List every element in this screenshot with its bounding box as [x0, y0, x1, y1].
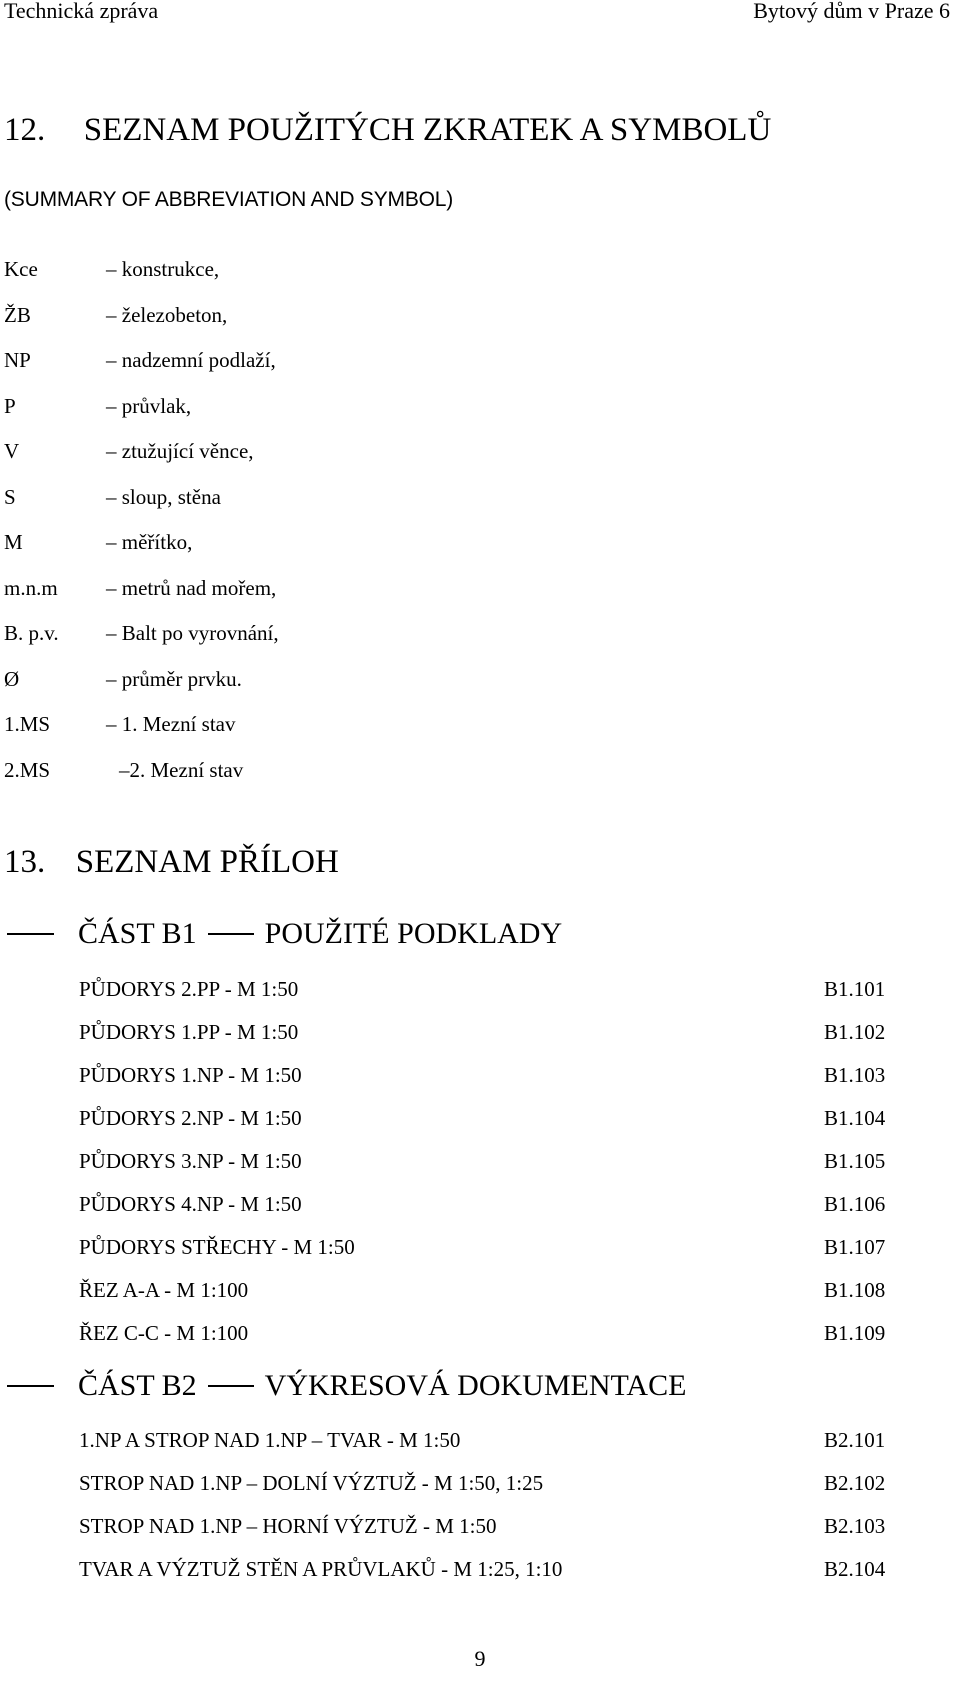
drawing-row [0, 974, 960, 1017]
abbreviation-meaning: – průměr prvku. [106, 666, 242, 691]
drawing-title: STROP NAD 1.NP – HORNÍ VÝZTUŽ - M 1:50 [79, 1514, 497, 1538]
drawing-code: B2.103 [824, 1514, 886, 1538]
abbreviation-meaning: – Balt po vyrovnání, [106, 621, 279, 645]
drawing-code: B1.101 [824, 977, 886, 1001]
drawing-title: TVAR A VÝZTUŽ STĚN A PRŮVLAKŮ - M 1:25, 1:10 [79, 1557, 563, 1581]
abbreviation-row [0, 254, 960, 300]
part-b1-heading [4, 914, 562, 954]
drawing-code: B2.102 [824, 1471, 886, 1495]
abbreviation-row [0, 527, 960, 573]
abbreviation-meaning: – průvlak, [106, 393, 192, 418]
drawing-row [0, 1511, 960, 1554]
drawing-code: B1.108 [824, 1278, 886, 1302]
part-b2-label: ČÁST B2 [78, 1369, 197, 1402]
drawing-row [0, 1103, 960, 1146]
part-b1-drawing-list [0, 974, 960, 1361]
section-13-heading [4, 842, 339, 882]
abbreviation-row [0, 436, 960, 482]
abbreviation-key: NP [4, 348, 31, 372]
abbreviation-key: V [4, 439, 20, 463]
part-b2-heading [4, 1366, 686, 1406]
drawing-title: ŘEZ A-A - M 1:100 [79, 1278, 249, 1302]
drawing-title: PŮDORYS 3.NP - M 1:50 [79, 1149, 302, 1173]
drawing-code: B1.102 [824, 1020, 886, 1044]
document-header-right: Bytový dům v Praze 6 [753, 0, 950, 23]
drawing-title: ŘEZ C-C - M 1:100 [79, 1321, 249, 1345]
section-13-number: 13. [4, 844, 46, 880]
drawing-title: PŮDORYS 2.PP - M 1:50 [79, 977, 299, 1001]
part-b2-drawing-list [0, 1425, 960, 1597]
abbreviation-key: S [4, 484, 16, 509]
dash-separator [208, 933, 254, 935]
document-header-left: Technická zpráva [4, 0, 159, 23]
abbreviation-key: Kce [4, 257, 38, 281]
dash-bullet [7, 933, 54, 935]
drawing-row [0, 1146, 960, 1189]
abbreviation-meaning: – metrů nad mořem, [106, 575, 277, 600]
abbreviation-meaning: – ztužující věnce, [106, 439, 254, 463]
abbreviation-meaning: – nadzemní podlaží, [106, 348, 276, 372]
abbreviation-row [0, 664, 960, 710]
drawing-title: PŮDORYS 1.NP - M 1:50 [79, 1063, 302, 1087]
dash-bullet [7, 1385, 54, 1387]
abbreviation-key: Ø [4, 666, 20, 691]
abbreviation-row [0, 755, 960, 801]
section-13-title: SEZNAM PŘÍLOH [75, 844, 339, 880]
drawing-row [0, 1017, 960, 1060]
drawing-title: PŮDORYS STŘECHY - M 1:50 [79, 1235, 355, 1259]
abbreviation-row [0, 345, 960, 391]
part-b1-label: ČÁST B1 [78, 917, 197, 950]
drawing-title: STROP NAD 1.NP – DOLNÍ VÝZTUŽ - M 1:50, 1:25 [79, 1471, 544, 1495]
abbreviation-meaning: – sloup, stěna [106, 484, 221, 509]
drawing-row [0, 1060, 960, 1103]
abbreviation-key: ŽB [4, 302, 31, 327]
abbreviation-row [0, 300, 960, 346]
abbreviation-key: 1.MS [4, 712, 51, 736]
abbreviation-row [0, 482, 960, 528]
abbreviation-list [0, 254, 960, 800]
dash-separator [208, 1385, 254, 1387]
drawing-code: B1.107 [824, 1235, 886, 1259]
page-number: 9 [474, 1646, 486, 1671]
drawing-row [0, 1232, 960, 1275]
abbreviation-key: B. p.v. [4, 621, 59, 645]
drawing-row [0, 1468, 960, 1511]
drawing-row [0, 1189, 960, 1232]
drawing-code: B1.106 [824, 1192, 886, 1216]
drawing-code: B1.104 [824, 1106, 886, 1130]
abbreviation-meaning: – měřítko, [106, 530, 193, 554]
abbreviation-row [0, 618, 960, 664]
abbreviation-key: m.n.m [4, 575, 58, 600]
drawing-row [0, 1275, 960, 1318]
drawing-row [0, 1425, 960, 1468]
abbreviation-row [0, 709, 960, 755]
drawing-code: B2.104 [824, 1557, 886, 1581]
abbreviation-meaning: – 1. Mezní stav [106, 712, 236, 736]
drawing-title: PŮDORYS 2.NP - M 1:50 [79, 1106, 302, 1130]
drawing-code: B1.103 [824, 1063, 886, 1087]
abbreviation-key: P [4, 393, 16, 418]
drawing-title: PŮDORYS 4.NP - M 1:50 [79, 1192, 302, 1216]
drawing-code: B1.109 [824, 1321, 886, 1345]
drawing-row [0, 1554, 960, 1597]
abbreviation-meaning: –2. Mezní stav [119, 757, 244, 782]
section-12-subtitle: (SUMMARY OF ABBREVIATION AND SYMBOL) [4, 188, 454, 211]
abbreviation-meaning: – konstrukce, [106, 257, 220, 281]
section-12-heading [4, 110, 771, 150]
drawing-code: B1.105 [824, 1149, 886, 1173]
section-12-title: SEZNAM POUŽITÝCH ZKRATEK A SYMBOLŮ [83, 112, 772, 148]
abbreviation-key: 2.MS [4, 757, 51, 782]
drawing-title: PŮDORYS 1.PP - M 1:50 [79, 1020, 299, 1044]
part-b1-title: POUŽITÉ PODKLADY [264, 917, 563, 950]
section-12-number: 12. [4, 112, 46, 148]
abbreviation-key: M [4, 530, 23, 554]
abbreviation-row [0, 573, 960, 619]
part-b2-title: VÝKRESOVÁ DOKUMENTACE [264, 1369, 687, 1402]
drawing-code: B2.101 [824, 1428, 886, 1452]
drawing-title: 1.NP A STROP NAD 1.NP – TVAR - M 1:50 [79, 1428, 461, 1452]
abbreviation-row [0, 391, 960, 437]
abbreviation-meaning: – železobeton, [106, 302, 228, 327]
drawing-row [0, 1318, 960, 1361]
